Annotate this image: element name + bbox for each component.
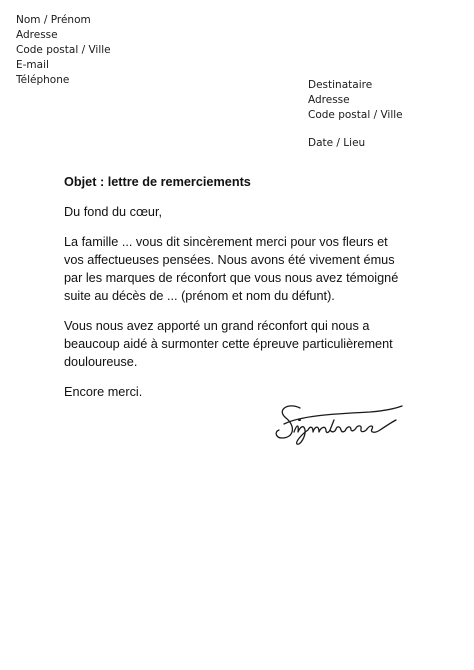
- paragraph-line: vos affectueuses pensées. Nous avons été vivement émus: [64, 253, 395, 267]
- letter-subject: Objet : lettre de remerciements: [64, 175, 251, 189]
- paragraph-line: La famille ... vous dit sincèrement merci pour vos fleurs et: [64, 235, 388, 249]
- sender-block: [16, 13, 111, 88]
- paragraph-line: beaucoup aidé à surmonter cette épreuve particulièrement: [64, 337, 393, 351]
- handwritten-signature: [270, 394, 410, 454]
- paragraph-line: par les marques de réconfort que vous nous avez témoigné: [64, 271, 399, 285]
- paragraph-line: Vous nous avez apporté un grand réconfort qui nous a: [64, 319, 370, 333]
- paragraph-line: douloureuse.: [64, 355, 138, 369]
- recipient-name: Destinataire: [308, 79, 373, 91]
- sender-email: E-mail: [16, 59, 49, 71]
- recipient-postal-city: Code postal / Ville: [308, 109, 403, 121]
- letter-salutation: Du fond du cœur,: [64, 205, 163, 219]
- recipient-address: Adresse: [308, 94, 350, 106]
- date-place: Date / Lieu: [308, 137, 366, 149]
- letter-body: [64, 173, 444, 413]
- letter-paragraph-2: [64, 317, 444, 371]
- sender-phone: Téléphone: [16, 74, 70, 86]
- letter-paragraph-1: [64, 233, 444, 305]
- paragraph-line: suite au décès de ... (prénom et nom du défunt).: [64, 289, 335, 303]
- sender-address: Adresse: [16, 29, 58, 41]
- recipient-block: [308, 78, 403, 151]
- sender-name: Nom / Prénom: [16, 14, 91, 26]
- sender-postal-city: Code postal / Ville: [16, 44, 111, 56]
- letter-closing: Encore merci.: [64, 385, 143, 399]
